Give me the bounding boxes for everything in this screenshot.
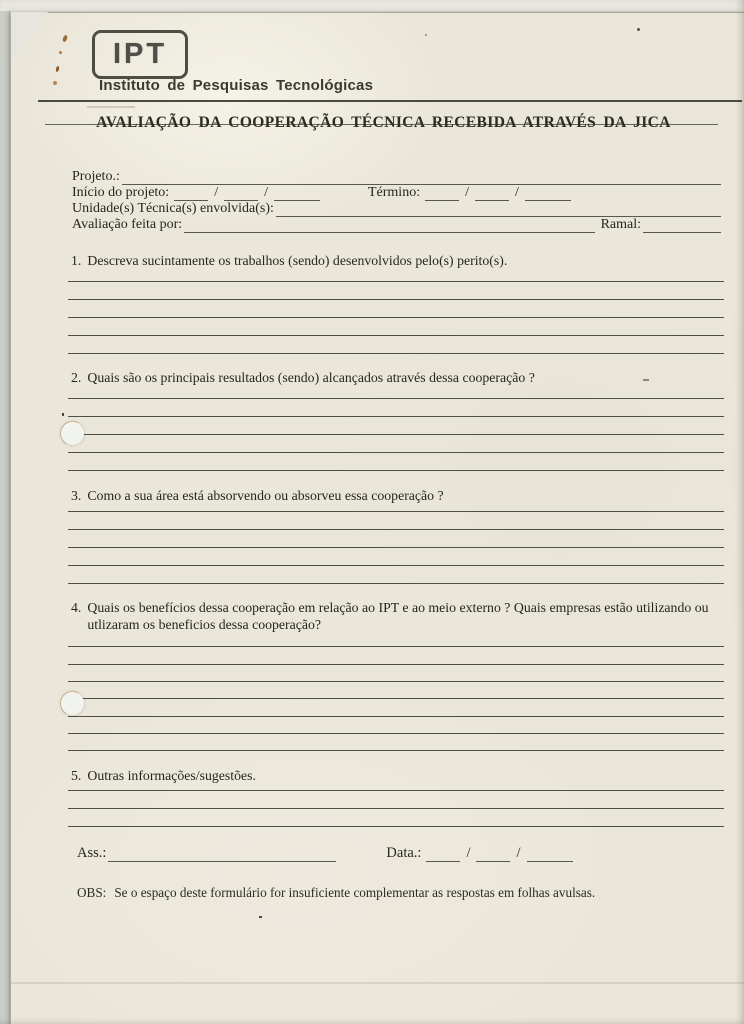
obs-note	[77, 885, 700, 902]
speck	[637, 28, 640, 31]
question-number: 3.	[71, 488, 82, 503]
question-text: Quais são os principais resultados (sendo) alcançados através dessa cooperação ?	[87, 370, 535, 385]
answer-line	[68, 282, 724, 300]
answer-line	[68, 791, 724, 809]
answer-line	[68, 566, 724, 584]
avaliacao-label: Avaliação feita por:	[72, 217, 183, 232]
date-slash: /	[214, 185, 219, 200]
ipt-logo	[92, 30, 188, 79]
signature-row	[77, 846, 578, 862]
org-name: Instituto de Pesquisas Tecnológicas	[99, 77, 374, 94]
date-blank	[274, 187, 320, 201]
question-2	[68, 369, 724, 471]
speck	[62, 413, 64, 416]
date-blank	[425, 187, 459, 201]
question-text: Como a sua área está absorvendo ou absorveu essa cooperação ?	[87, 488, 444, 503]
question-number: 1.	[71, 253, 82, 268]
date-slash: /	[264, 185, 268, 200]
projeto-label: Projeto.:	[72, 169, 120, 184]
staple-mark	[59, 51, 62, 54]
answer-line	[68, 399, 724, 417]
answer-line	[68, 512, 724, 530]
speck	[425, 34, 427, 36]
answer-line	[68, 682, 724, 699]
question-number: 2.	[71, 370, 82, 385]
date-blank	[426, 848, 460, 862]
answer-line	[68, 435, 724, 453]
ramal-blank-line	[643, 219, 721, 233]
unidades-label: Unidade(s) Técnica(s) envolvida(s):	[72, 201, 274, 216]
question-3	[68, 487, 724, 584]
question-text: Outras informações/sugestões.	[87, 768, 256, 783]
date-blank	[475, 187, 509, 201]
header-rule	[38, 100, 742, 102]
date-blank	[224, 187, 258, 201]
answer-line	[68, 300, 724, 318]
answer-lines	[68, 381, 724, 471]
answer-line	[68, 717, 724, 734]
torn-corner	[11, 12, 48, 63]
answer-line	[68, 548, 724, 566]
projeto-blank-line	[122, 171, 721, 185]
answer-line	[68, 453, 724, 471]
answer-line	[68, 809, 724, 827]
date-slash: /	[514, 185, 519, 200]
date-blank	[476, 848, 510, 862]
answer-line	[68, 647, 724, 664]
question-4	[68, 599, 724, 751]
staple-mark	[53, 81, 57, 85]
speck	[259, 916, 262, 918]
ramal-label: Ramal:	[600, 217, 641, 232]
answer-line	[68, 734, 724, 751]
answer-line	[68, 318, 724, 336]
obs-text: Se o espaço deste formulário for insuficiente complementar as respostas em folhas avulsas.	[114, 885, 596, 900]
date-slash: /	[466, 845, 471, 861]
date-blank	[527, 848, 573, 862]
question-text: Quais os benefícios dessa cooperação em relação ao IPT e ao meio externo ? Quais empresas estão utilizando ou utlizaram os beneficios dessa cooperação?	[87, 600, 709, 633]
field-row-projeto	[72, 169, 721, 185]
punch-hole	[61, 422, 84, 445]
answer-line	[68, 699, 724, 716]
paper-sheet	[11, 12, 744, 1024]
ass-label: Ass.:	[77, 845, 107, 861]
answer-line	[68, 336, 724, 354]
ass-blank-line	[108, 848, 336, 862]
print-artifact	[87, 106, 135, 108]
answer-line	[68, 530, 724, 548]
speck	[643, 379, 649, 381]
form-title: AVALIAÇÃO DA COOPERAÇÃO TÉCNICA RECEBIDA ATRAVÉS DA JICA	[96, 114, 671, 131]
crease-line	[11, 982, 744, 984]
termino-label: Término:	[367, 185, 421, 200]
staple-mark	[55, 66, 59, 73]
staple-mark	[62, 35, 68, 43]
answer-line	[68, 417, 724, 435]
avaliacao-blank-line	[184, 219, 594, 233]
date-blank	[174, 187, 208, 201]
question-number: 5.	[71, 768, 82, 783]
data-label: Data.:	[386, 845, 422, 861]
question-1	[68, 252, 724, 354]
answer-lines	[68, 630, 724, 752]
punch-hole	[61, 692, 84, 715]
inicio-label: Início do projeto:	[72, 185, 170, 200]
obs-label: OBS:	[77, 885, 107, 900]
question-text: Descreva sucintamente os trabalhos (sendo) desenvolvidos pelo(s) perito(s).	[87, 253, 508, 268]
question-5	[68, 767, 724, 827]
field-row-unidades	[72, 201, 721, 217]
unidades-blank-line	[276, 203, 721, 217]
date-slash: /	[465, 185, 469, 200]
date-blank	[525, 187, 571, 201]
question-label	[71, 599, 724, 634]
date-slash: /	[516, 845, 521, 861]
form-title-row	[41, 112, 726, 138]
field-row-avaliacao	[72, 217, 721, 233]
field-row-datas	[72, 185, 721, 201]
logo-text: IPT	[112, 38, 168, 70]
question-number: 4.	[71, 600, 82, 615]
answer-line	[68, 665, 724, 682]
answer-lines	[68, 264, 724, 354]
answer-lines	[68, 494, 724, 584]
